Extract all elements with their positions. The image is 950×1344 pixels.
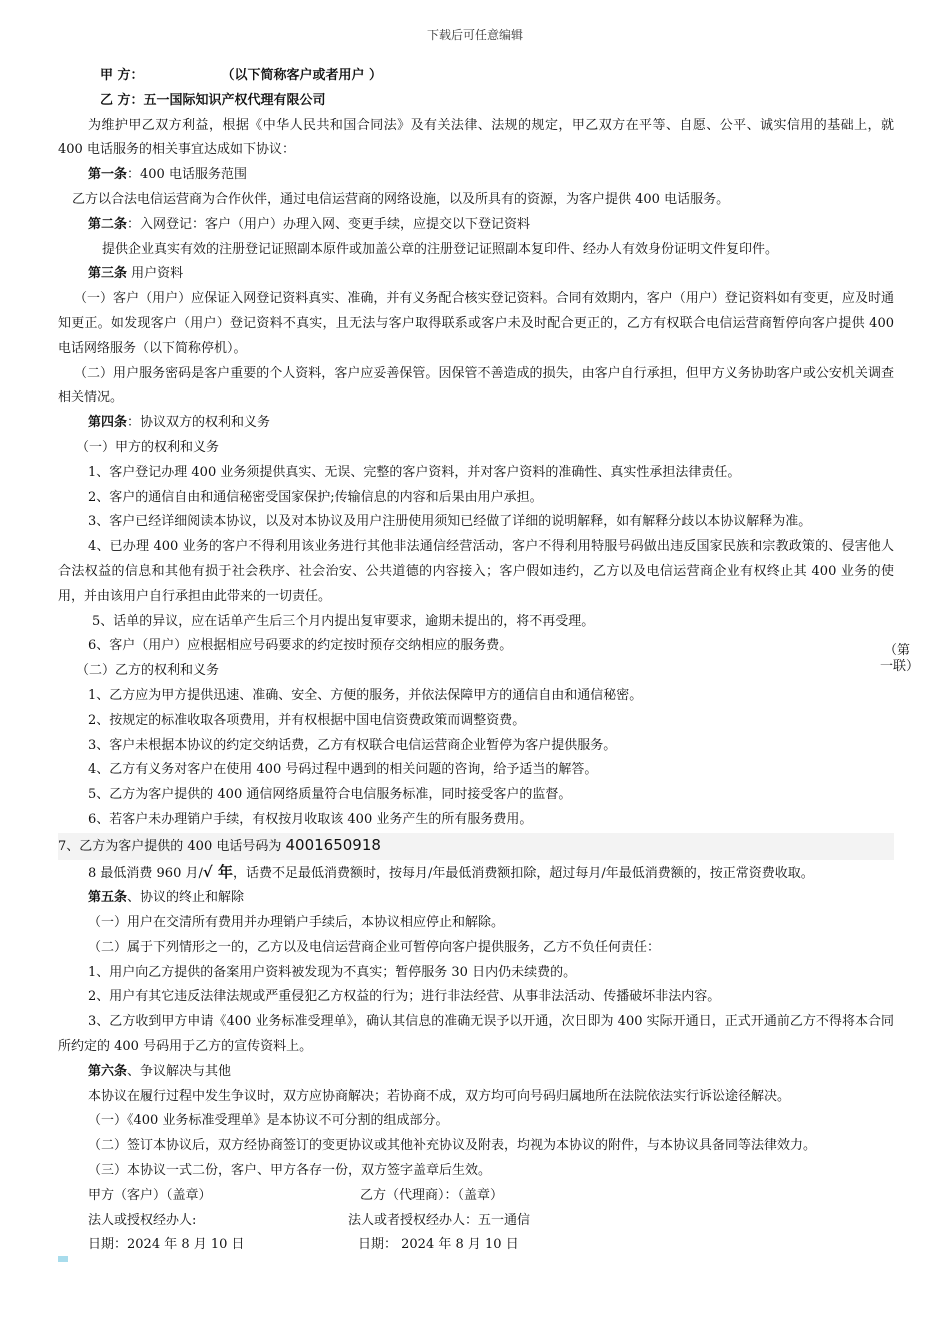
article-4-title: 第四条 xyxy=(88,415,128,431)
article-3-title: 第三条 xyxy=(88,266,128,282)
corner-marker xyxy=(58,1256,68,1262)
article-4-b-item-1: 1、乙方应为甲方提供迅速、准确、安全、方便的服务，并依法保障甲方的通信自由和通信秘密。 xyxy=(88,687,643,703)
copy-number-note: （第一联） xyxy=(880,643,920,674)
article-3-subject: 用户资料 xyxy=(127,266,184,282)
party-b-date: 日期： 2024 年 8 月 10 日 xyxy=(358,1237,519,1253)
phone-number: 4001650918 xyxy=(285,835,381,854)
article-6-paragraph-3: （二）签订本协议后，双方经协商签订的变更协议或其他补充协议及附表，均视为本协议的附件，与本协议具备同等法律效力。 xyxy=(88,1138,817,1154)
article-5-subject: 、协议的终止和解除 xyxy=(127,890,245,906)
article-4-item-7 xyxy=(58,833,894,860)
page-header: 下载后可任意编辑 xyxy=(426,28,523,42)
signature-rep-row xyxy=(58,1209,894,1234)
article-4-a-item-3: 3、客户已经详细阅读本协议，以及对本协议及用户注册使用须知已经做了详细的说明解释，如有解释分歧以本协议解释为准。 xyxy=(88,514,812,530)
article-5-title: 第五条 xyxy=(88,890,128,906)
party-b-seal: 乙方（代理商）：（盖章） xyxy=(360,1187,504,1203)
article-4-a-item-4: 4、已办理 400 业务的客户不得利用该业务进行其他非法通信经营活动，客户不得利用特服号码做出违反国家民族和宗教政策的、侵害他人合法权益的信息和其他有损于社会秩序、社会治安、公共道德的内容接入；客户假如违约，乙方以及电信运营商企业有权终止其 400 业务的使用，并由该用户自行承担由此带来的一切责任。 xyxy=(58,539,894,604)
article-5-paragraph-1: （一）用户在交清所有费用并办理销户手续后，本协议相应停止和解除。 xyxy=(88,915,505,931)
item-7-text: 7、乙方为客户提供的 400 电话号码为 xyxy=(58,838,286,854)
article-4-a-item-6: 6、客户（用户）应根据相应号码要求的约定按时预存交纳相应的服务费。 xyxy=(88,638,513,654)
article-4-b-item-6: 6、若客户未办理销户手续，有权按月收取该 400 业务产生的所有服务费用。 xyxy=(88,811,533,827)
article-2-heading xyxy=(58,213,894,238)
party-a-representative: 法人或授权经办人: xyxy=(88,1212,197,1228)
signature-date-row xyxy=(58,1233,894,1258)
article-4-a-item-1: 1、客户登记办理 400 业务须提供真实、无误、完整的客户资料，并对客户资料的准确性、真实性承担法律责任。 xyxy=(88,464,741,480)
article-2-body: 提供企业真实有效的注册登记证照副本原件或加盖公章的注册登记证照副本复印件、经办人有效身份证明文件复印件。 xyxy=(102,241,779,257)
article-3-heading xyxy=(58,262,894,287)
article-5-heading xyxy=(58,886,894,911)
article-3-paragraph-1: （一）客户（用户）应保证入网登记资料真实、准确，并有义务配合核实登记资料。合同有效期内，客户（用户）登记资料如有变更，应及时通知更正。如发现客户（用户）登记资料不真实，且无法与客户取得联系或客户未及时配合更正的，乙方有权联合电信运营商暂停向客户提供 400 电话网络服务（以下简称停机）。 xyxy=(58,291,894,356)
article-2-subject: ：入网登记：客户（用户）办理入网、变更手续，应提交以下登记资料 xyxy=(127,216,531,232)
party-a-date: 日期：2024 年 8 月 10 日 xyxy=(88,1237,245,1253)
article-4-a-item-5: 5、话单的异议，应在话单产生后三个月内提出复审要求，逾期未提出的，将不再受理。 xyxy=(92,613,595,629)
article-6-paragraph-2: （一）《400 业务标准受理单》是本协议不可分割的组成部分。 xyxy=(88,1113,449,1129)
article-1-subject: ：400 电话服务范围 xyxy=(127,167,247,183)
article-4-party-a-heading: （一）甲方的权利和义务 xyxy=(76,439,220,455)
contract-body xyxy=(58,64,894,1258)
article-6-heading xyxy=(58,1060,894,1085)
article-3-paragraph-2: （二）用户服务密码是客户重要的个人资料，客户应妥善保管。因保管不善造成的损失，由客户自行承担，但甲方义务协助客户或公安机关调查相关情况。 xyxy=(58,365,894,406)
party-a-note: （以下简称客户或者用户 ） xyxy=(221,68,383,83)
intro-paragraph: 为维护甲乙双方利益，根据《中华人民共和国合同法》及有关法律、法规的规定，甲乙双方在平等、自愿、公平、诚实信用的基础上，就 400 电话服务的相关事宜达成如下协议： xyxy=(58,117,894,158)
party-b-line: 乙 方：五一国际知识产权代理有限公司 xyxy=(100,92,326,108)
article-2-title: 第二条 xyxy=(88,216,128,232)
article-5-item-1: 1、用户向乙方提供的备案用户资料被发现为不真实；暂停服务 30 日内仍未续费的。 xyxy=(88,964,577,980)
party-b-representative: 法人或者授权经办人：五一通信 xyxy=(348,1212,531,1228)
article-4-b-item-5: 5、乙方为客户提供的 400 通信网络质量符合电信服务标准，同时接受客户的监督。 xyxy=(88,787,572,803)
article-1-title: 第一条 xyxy=(88,167,128,183)
article-4-fee-line xyxy=(58,860,894,887)
article-5-item-3: 3、乙方收到甲方申请《400 业务标准受理单》，确认其信息的准确无误予以开通，次日即为 400 实际开通日，正式开通前乙方不得将本合同所约定的 400 号码用于乙方的宣传资料上。 xyxy=(58,1014,894,1055)
article-6-subject: 、争议解决与其他 xyxy=(127,1063,232,1079)
article-5-paragraph-2: （二）属于下列情形之一的，乙方以及电信运营商企业可暂停向客户提供服务，乙方不负任何责任： xyxy=(88,939,661,955)
party-a-line xyxy=(58,64,894,89)
article-6-title: 第六条 xyxy=(88,1063,128,1079)
fee-check-mark: √ 年 xyxy=(202,862,233,881)
article-5-item-2: 2、用户有其它违反法律法规或严重侵犯乙方权益的行为；进行非法经营、从事非法活动、传播破坏非法内容。 xyxy=(88,989,721,1005)
article-4-party-b-heading: （二）乙方的权利和义务 xyxy=(76,663,220,679)
fee-prefix: 8 最低消费 960 月/ xyxy=(88,865,203,881)
article-1-body: 乙方以合法电信运营商为合作伙伴，通过电信运营商的网络设施，以及所具有的资源，为客户提供 400 电话服务。 xyxy=(72,191,730,207)
article-6-paragraph-1: 本协议在履行过程中发生争议时，双方应协商解决；若协商不成，双方均可向号码归属地所在法院依法实行诉讼途径解决。 xyxy=(88,1088,791,1104)
article-4-heading xyxy=(58,411,894,436)
party-a-seal: 甲方（客户）（盖章） xyxy=(88,1187,212,1203)
article-4-b-item-3: 3、客户未根据本协议的约定交纳话费，乙方有权联合电信运营商企业暂停为客户提供服务。 xyxy=(88,737,617,753)
article-1-heading xyxy=(58,163,894,188)
signature-seal-row xyxy=(58,1184,894,1209)
article-4-a-item-2: 2、客户的通信自由和通信秘密受国家保护;传输信息的内容和后果由用户承担。 xyxy=(88,489,543,505)
party-a-label: 甲 方： xyxy=(100,68,144,83)
article-6-paragraph-4: （三）本协议一式二份，客户、甲方各存一份，双方签字盖章后生效。 xyxy=(88,1163,492,1179)
article-4-subject: ：协议双方的权利和义务 xyxy=(127,415,271,431)
article-4-b-item-4: 4、乙方有义务对客户在使用 400 号码过程中遇到的相关问题的咨询，给予适当的解答。 xyxy=(88,762,598,778)
article-4-b-item-2: 2、按规定的标准收取各项费用，并有权根据中国电信资费政策而调整资费。 xyxy=(88,712,526,728)
fee-suffix: ，话费不足最低消费额时，按每月/年最低消费额扣除，超过每月/年最低消费额的，按正常资费收取。 xyxy=(232,865,814,881)
